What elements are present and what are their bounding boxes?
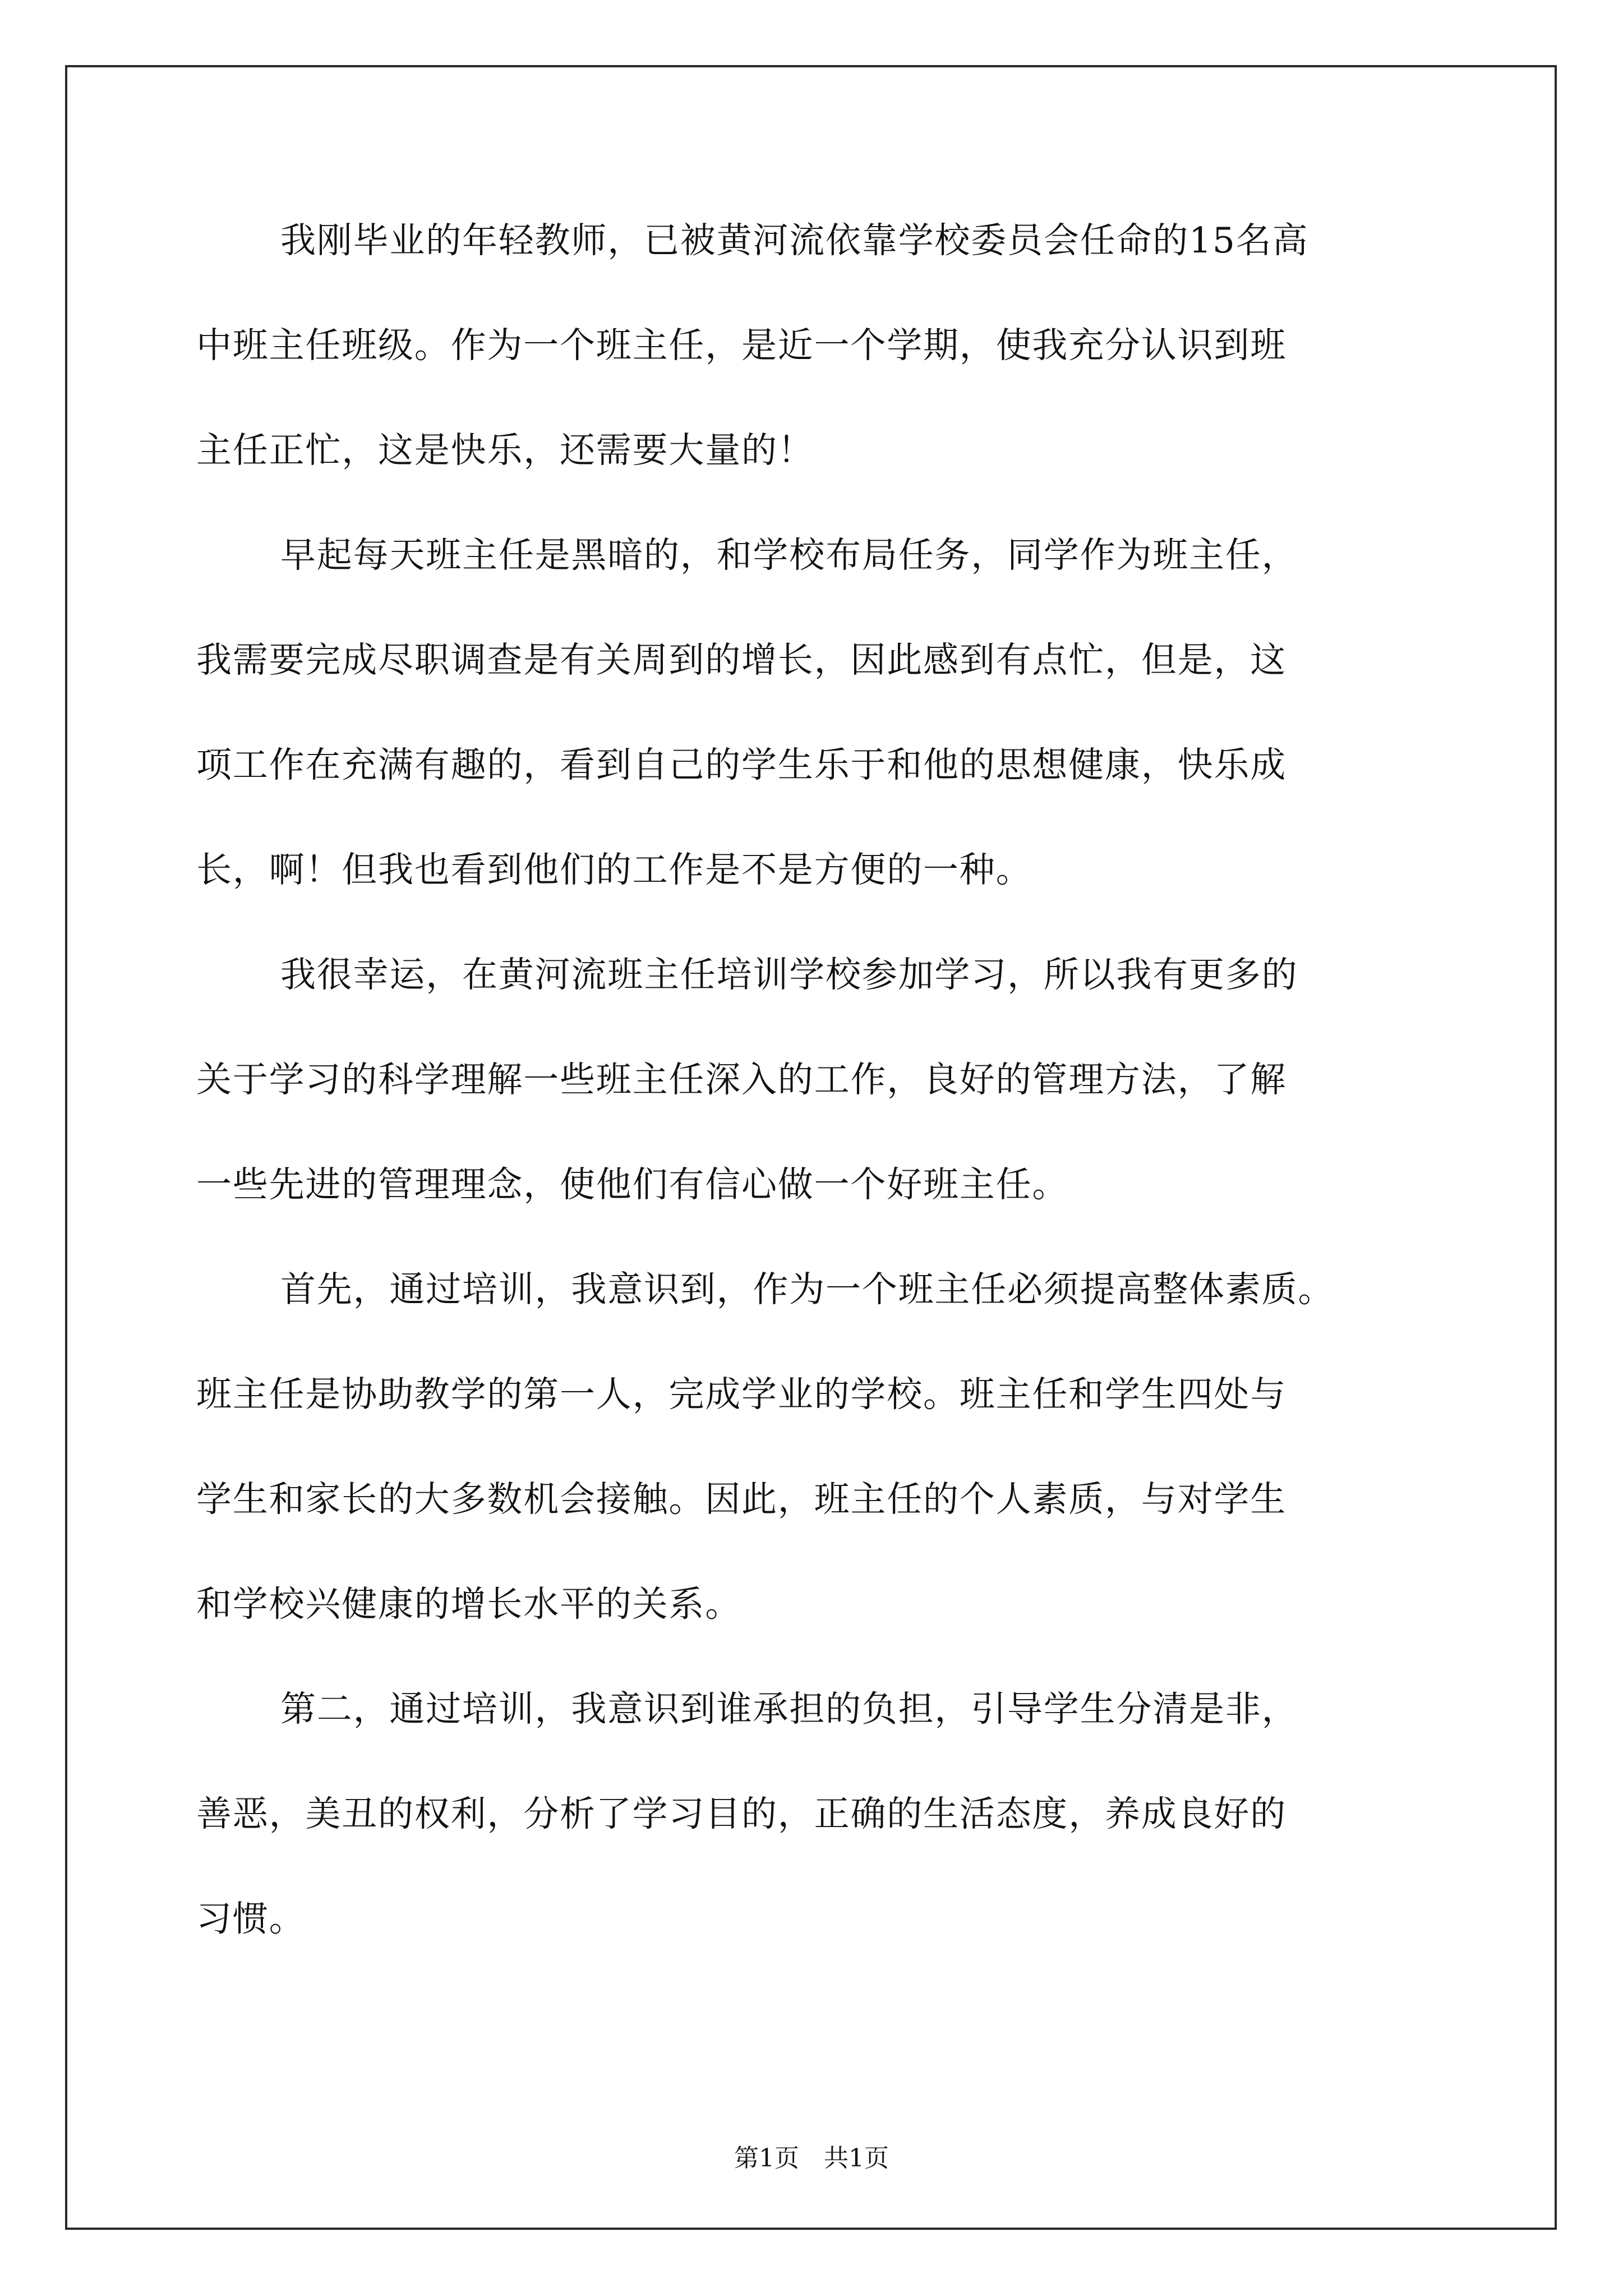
paragraph-5-line-3: 习惯。 — [196, 1898, 306, 1939]
paragraph-2-line-4: 长，啊！但我也看到他们的工作是不是方便的一种。 — [196, 849, 1032, 890]
document-body — [196, 215, 1441, 1999]
paragraph-2-line-2: 我需要完成尽职调查是有关周到的增长，因此感到有点忙，但是，这 — [196, 639, 1287, 680]
paragraph-2-line-3: 项工作在充满有趣的，看到自己的学生乐于和他的思想健康，快乐成 — [196, 744, 1287, 785]
paragraph-1-line-2: 中班主任班级。作为一个班主任，是近一个学期，使我充分认识到班 — [196, 325, 1287, 366]
paragraph-4-line-3: 学生和家长的大多数机会接触。因此，班主任的个人素质，与对学生 — [196, 1479, 1287, 1520]
paragraph-4-line-1: 首先，通过培训，我意识到，作为一个班主任必须提高整体素质。 — [280, 1269, 1335, 1310]
paragraph-1-line-1: 我刚毕业的年轻教师，已被黄河流依靠学校委员会任命的15名高 — [280, 220, 1309, 261]
paragraph-4-line-2: 班主任是协助教学的第一人，完成学业的学校。班主任和学生四处与 — [196, 1374, 1287, 1415]
page-number-footer: 第1页 共1页 — [734, 2144, 889, 2173]
paragraph-2-line-1: 早起每天班主任是黑暗的，和学校布局任务，同学作为班主任， — [280, 535, 1298, 576]
paragraph-5-line-2: 善恶，美丑的权利，分析了学习目的，正确的生活态度，养成良好的 — [196, 1793, 1287, 1834]
paragraph-1-line-3: 主任正忙，这是快乐，还需要大量的！ — [196, 430, 814, 471]
paragraph-3-line-2: 关于学习的科学理解一些班主任深入的工作，良好的管理方法，了解 — [196, 1059, 1287, 1100]
paragraph-3-line-1: 我很幸运，在黄河流班主任培训学校参加学习，所以我有更多的 — [280, 954, 1298, 995]
paragraph-4-line-4: 和学校兴健康的增长水平的关系。 — [196, 1584, 741, 1625]
paragraph-5-line-1: 第二，通过培训，我意识到谁承担的负担，引导学生分清是非， — [280, 1688, 1298, 1729]
paragraph-3-line-3: 一些先进的管理理念，使他们有信心做一个好班主任。 — [196, 1164, 1069, 1205]
